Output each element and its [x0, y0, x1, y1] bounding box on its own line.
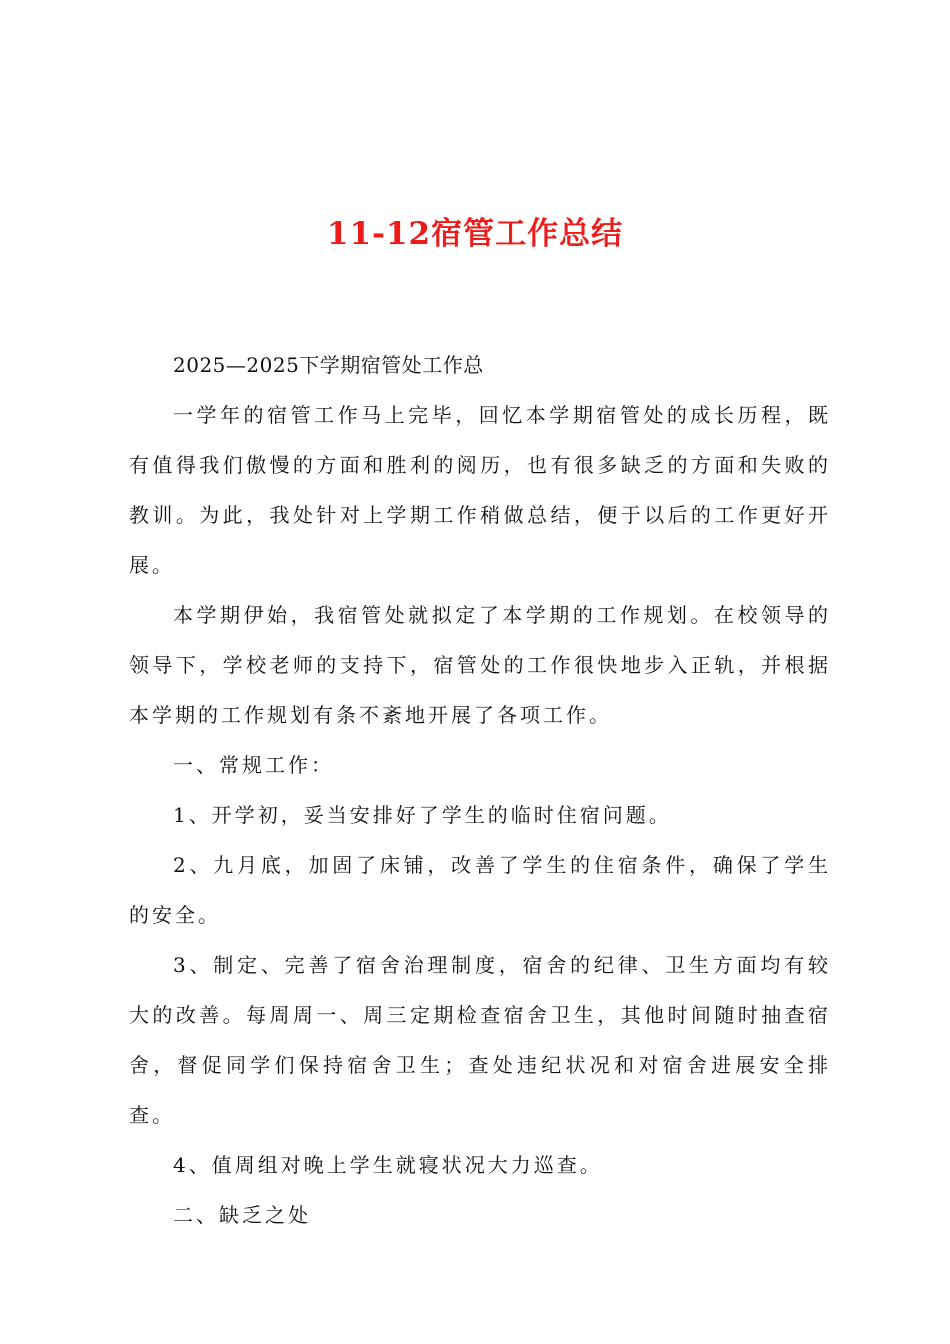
- list-item-2: 2、九月底，加固了床铺，改善了学生的住宿条件，确保了学生的安全。: [129, 853, 831, 927]
- list-item-3: 3、制定、完善了宿舍治理制度，宿舍的纪律、卫生方面均有较大的改善。每周周一、周三定期检查宿舍卫生，其他时间随时抽查宿舍，督促同学们保持宿舍卫生；查处违纪状况和对宿舍进展安全排查。: [129, 953, 831, 1127]
- document-title: 11-12宿管工作总结: [326, 216, 624, 252]
- semester-heading: 2025—2025下学期宿管处工作总: [173, 353, 484, 377]
- section-heading-shortcomings: 二、缺乏之处: [173, 1203, 311, 1227]
- document-body: [129, 340, 831, 1240]
- planning-paragraph: 本学期伊始，我宿管处就拟定了本学期的工作规划。在校领导的领导下，学校老师的支持下，宿管处的工作很快地步入正轨，并根据本学期的工作规划有条不紊地开展了各项工作。: [129, 603, 831, 727]
- intro-paragraph: 一学年的宿管工作马上完毕，回忆本学期宿管处的成长历程，既有值得我们傲慢的方面和胜利的阅历，也有很多缺乏的方面和失败的教训。为此，我处针对上学期工作稍做总结，便于以后的工作更好开展。: [129, 403, 831, 577]
- list-item-4: 4、值周组对晚上学生就寝状况大力巡查。: [173, 1153, 603, 1177]
- list-item-1: 1、开学初，妥当安排好了学生的临时住宿问题。: [173, 803, 672, 827]
- section-heading-routine-work: 一、常规工作：: [173, 753, 334, 777]
